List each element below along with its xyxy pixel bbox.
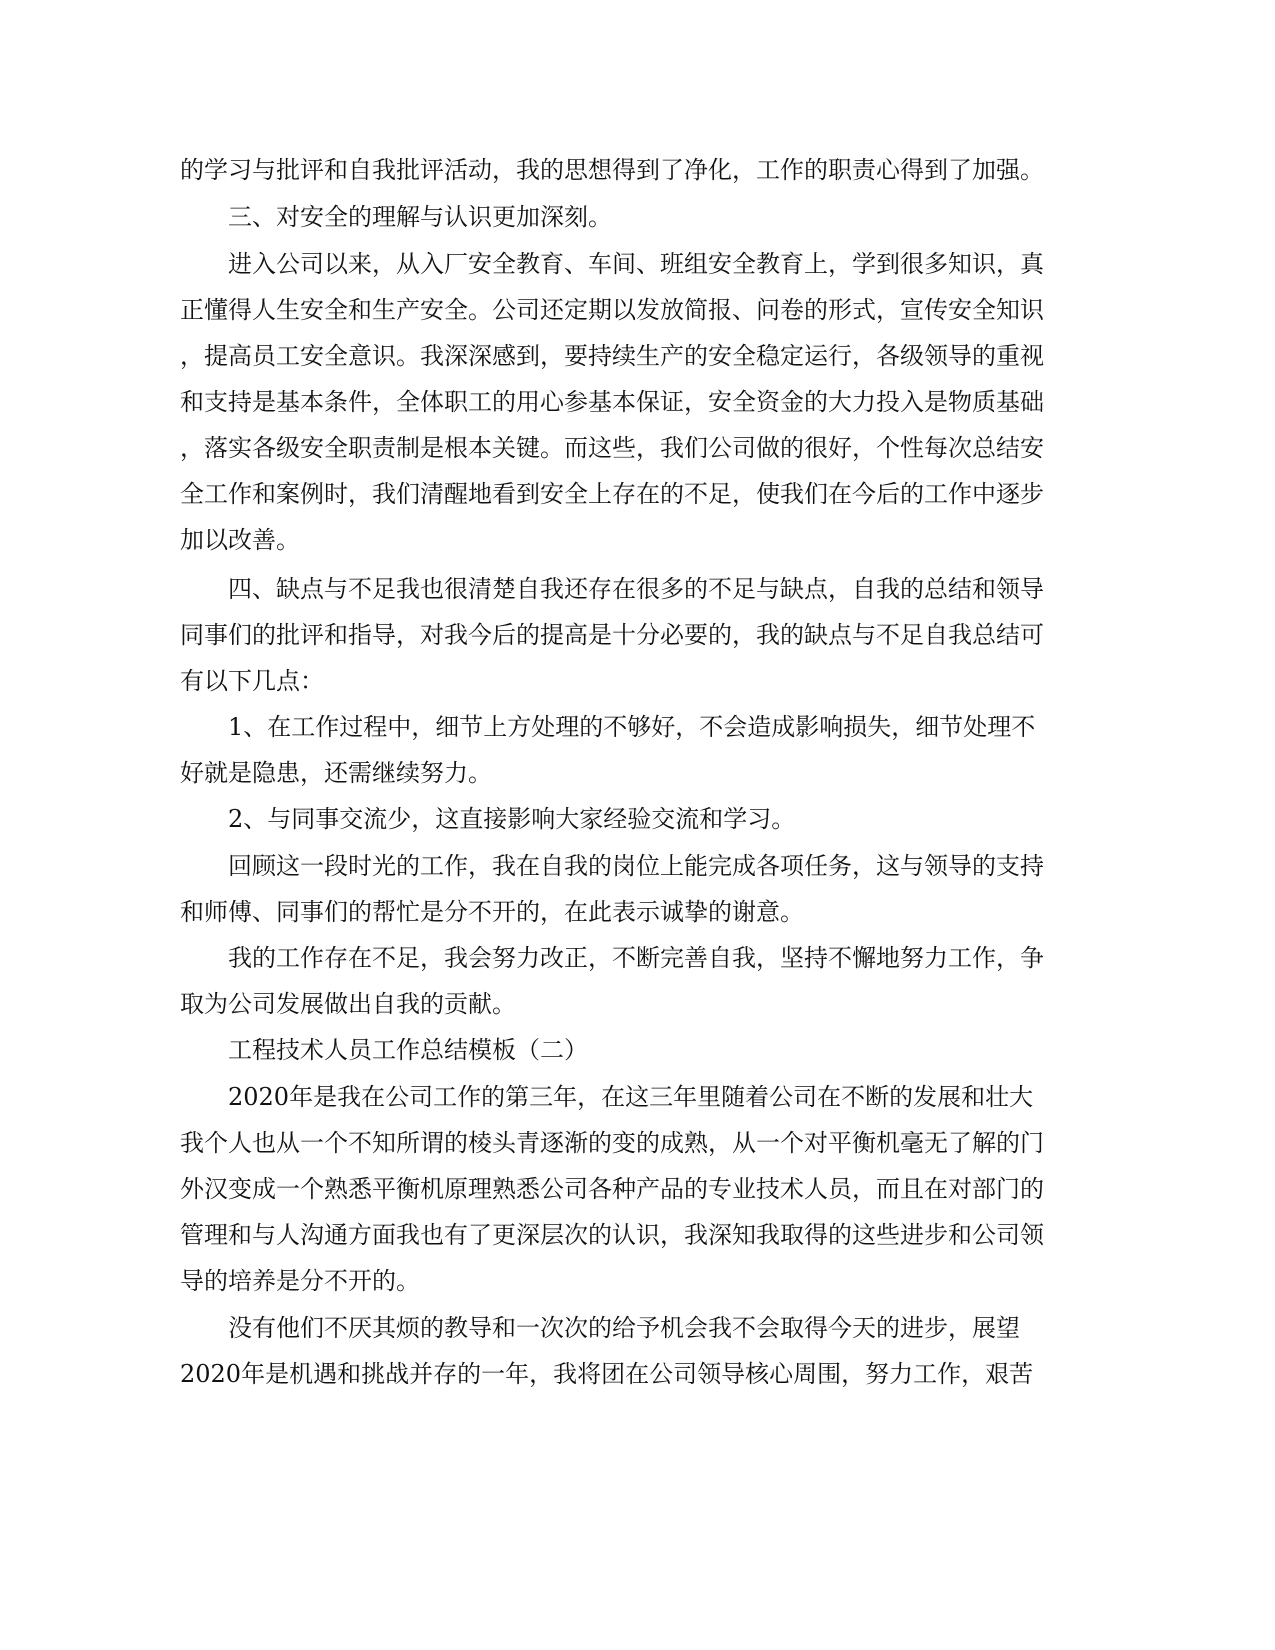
text-line: 加以改善。 bbox=[180, 526, 300, 554]
text-line: 我个人也从一个不知所谓的棱头青逐渐的变的成熟，从一个对平衡机毫无了解的门 bbox=[180, 1129, 1044, 1157]
text-line: 回顾这一段时光的工作，我在自我的岗位上能完成各项任务，这与领导的支持 bbox=[228, 852, 1044, 880]
text-line: 和支持是基本条件，全体职工的用心参基本保证，安全资金的大力投入是物质基础 bbox=[180, 388, 1044, 416]
text-line: ，落实各级安全职责制是根本关键。而这些，我们公司做的很好，个性每次总结安 bbox=[180, 434, 1044, 462]
document-subtitle: 工程技术人员工作总结模板（二） bbox=[228, 1036, 588, 1064]
text-line: 全工作和案例时，我们清醒地看到安全上存在的不足，使我们在今后的工作中逐步 bbox=[180, 480, 1044, 508]
text-line: 2020年是机遇和挑战并存的一年，我将团在公司领导核心周围，努力工作，艰苦 bbox=[180, 1360, 1034, 1388]
text-line: 没有他们不厌其烦的教导和一次次的给予机会我不会取得今天的进步，展望 bbox=[228, 1314, 1020, 1342]
text-line: 和师傅、同事们的帮忙是分不开的，在此表示诚挚的谢意。 bbox=[180, 898, 804, 926]
section-heading: 四、缺点与不足我也很清楚自我还存在很多的不足与缺点，自我的总结和领导 bbox=[228, 575, 1044, 603]
text-line: 的学习与批评和自我批评活动，我的思想得到了净化，工作的职责心得到了加强。 bbox=[180, 156, 1044, 184]
text-line: 我的工作存在不足，我会努力改正，不断完善自我，坚持不懈地努力工作，争 bbox=[228, 944, 1044, 972]
text-line: 同事们的批评和指导，对我今后的提高是十分必要的，我的缺点与不足自我总结可 bbox=[180, 621, 1044, 649]
text-line: ，提高员工安全意识。我深深感到，要持续生产的安全稳定运行，各级领导的重视 bbox=[180, 342, 1044, 370]
text-line: 导的培养是分不开的。 bbox=[180, 1267, 420, 1295]
list-item: 2、与同事交流少，这直接影响大家经验交流和学习。 bbox=[228, 805, 796, 833]
text-line: 好就是隐患，还需继续努力。 bbox=[180, 759, 492, 787]
text-line: 进入公司以来，从入厂安全教育、车间、班组安全教育上，学到很多知识，真 bbox=[228, 250, 1044, 278]
text-line: 正懂得人生安全和生产安全。公司还定期以发放简报、问卷的形式，宣传安全知识 bbox=[180, 296, 1044, 324]
text-line: 外汉变成一个熟悉平衡机原理熟悉公司各种产品的专业技术人员，而且在对部门的 bbox=[180, 1175, 1044, 1203]
list-item: 1、在工作过程中，细节上方处理的不够好，不会造成影响损失，细节处理不 bbox=[228, 713, 1036, 741]
text-line: 2020年是我在公司工作的第三年，在这三年里随着公司在不断的发展和壮大 bbox=[228, 1083, 1034, 1111]
text-line: 管理和与人沟通方面我也有了更深层次的认识，我深知我取得的这些进步和公司领 bbox=[180, 1221, 1044, 1249]
text-line: 取为公司发展做出自我的贡献。 bbox=[180, 990, 516, 1018]
section-heading: 三、对安全的理解与认识更加深刻。 bbox=[228, 203, 612, 231]
text-line: 有以下几点： bbox=[180, 667, 324, 695]
